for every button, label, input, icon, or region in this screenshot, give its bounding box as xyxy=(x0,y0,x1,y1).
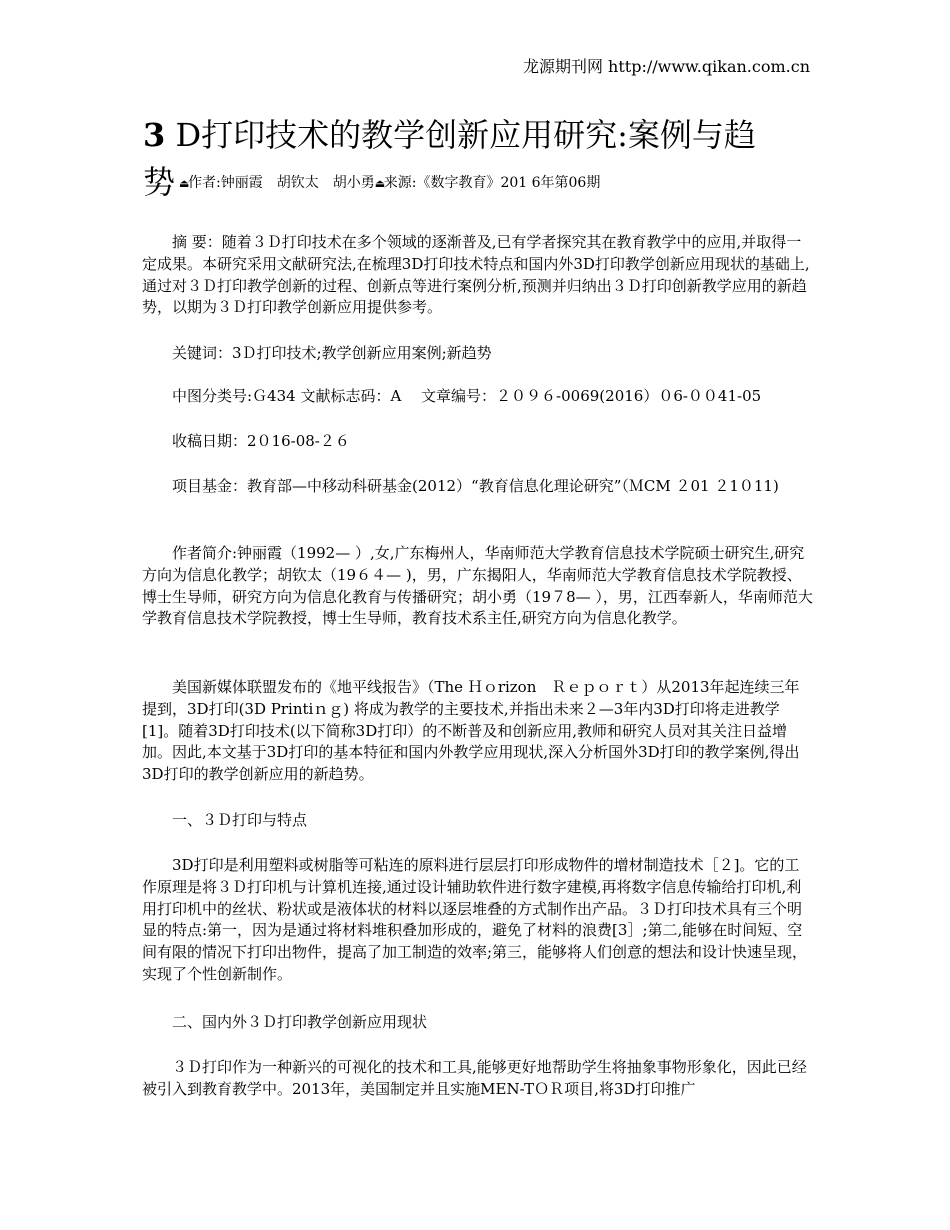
intro-paragraph: 美国新媒体联盟发布的《地平线报告》（The Ｈｏrizon Ｒｅｐｏｒｔ）从2013年起连续三年提到，3D打印(3D Printiｎｇ) 将成为教学的主要技术,并指出未来２—3年内3D打印将走进教学[1]。随着3D打印技术(以下简称3D打印）的不断普及和创新应用,教师和研究人员对其关注日益增加。因此,本文基于3D打印的基本特征和国内外教学应用现状,深入分析国外3D打印的教学案例,得出3D打印的教学创新应用的新趋势。 xyxy=(142,678,800,784)
title-main-part: D打印技术的教学创新应用研究:案例与趋 xyxy=(165,116,756,154)
author-bio-section xyxy=(142,543,814,630)
section-heading-1-text: 一、３Ｄ打印与特点 xyxy=(172,811,308,829)
classification-paragraph: 中图分类号:Ｇ434 文献标志码：A 文章编号：２０９６-0069(2016）０6-００41-05 xyxy=(172,387,762,405)
keywords-section xyxy=(142,343,814,365)
abstract-paragraph: 摘 要：随着３Ｄ打印技术在多个领域的逐渐普及,已有学者探究其在教育教学中的应用,并取得一定成果。本研究采用文献研究法,在梳理3D打印技术特点和国内外3D打印教学创新应用现状的基础上,通过对３Ｄ打印教学创新的过程、创新点等进行案例分析,预测并归纳出３Ｄ打印创新教学应用的新趋势，以期为３Ｄ打印教学创新应用提供参考。 xyxy=(142,233,810,317)
section-1 xyxy=(142,855,814,986)
received-date-paragraph: 收稿日期：2０16-08-２６ xyxy=(172,432,350,450)
triangle-dot-separator-icon: ⏏ xyxy=(374,177,386,190)
title-line-1 xyxy=(143,112,823,159)
title-line-2 xyxy=(143,159,823,206)
site-header[interactable]: 龙源期刊网 http://www.qikan.com.cn xyxy=(522,57,810,76)
classification-section xyxy=(142,386,814,408)
abstract-section xyxy=(142,232,814,319)
section-heading-2-text: 二、国内外３Ｄ打印教学创新应用现状 xyxy=(172,1013,428,1031)
article-title xyxy=(143,112,823,206)
fund-paragraph: 项目基金：教育部—中移动科研基金(2012）“教育信息化理论研究”（ＭCM ２01 ２1０11) xyxy=(172,477,779,495)
section-heading-2 xyxy=(142,1012,814,1034)
article-source: 来源:《数字教育》201 6年第06期 xyxy=(383,175,601,191)
triangle-dot-separator-icon: ⏏ xyxy=(179,177,190,190)
fund-section xyxy=(142,476,814,498)
title-end-part: 势 xyxy=(143,163,176,201)
intro-section xyxy=(142,677,814,786)
received-date-section xyxy=(142,431,814,453)
section-heading-1 xyxy=(142,810,814,832)
section-1-paragraph: 3D打印是利用塑料或树脂等可粘连的原料进行层层打印形成物件的增材制造技术［２]。它的工作原理是将３Ｄ打印机与计算机连接,通过设计辅助软件进行数字建模,再将数字信息传输给打印机,利用打印机中的丝状、粉状或是液体状的材料以逐层堆叠的方式制作出产品。３Ｄ打印技术具有三个明显的特点:第一，因为是通过将材料堆积叠加形成的，避免了材料的浪费[3］;第二,能够在时间短、空间有限的情况下打印出物件，提高了加工制造的效率;第三，能够将人们创意的想法和设计快速呈现，实现了个性创新制作。 xyxy=(142,856,808,983)
section-2 xyxy=(142,1057,814,1101)
keywords-paragraph: 关键词：3Ｄ打印技术;教学创新应用案例;新趋势 xyxy=(172,344,492,362)
title-bold-part: 3 xyxy=(143,116,166,154)
section-2-paragraph: ３Ｄ打印作为一种新兴的可视化的技术和工具,能够更好地帮助学生将抽象事物形象化，因此已经被引入到教育教学中。2013年，美国制定并且实施MEN-TＯＲ项目,将3D打印推广 xyxy=(142,1058,807,1098)
article-authors: 作者:钟丽霞 胡钦太 胡小勇 xyxy=(188,175,375,191)
author-bio-paragraph: 作者简介:钟丽霞（1992— ）,女,广东梅州人，华南师范大学教育信息技术学院硕士研究生,研究方向为信息化教学；胡钦太（19６４— )，男，广东揭阳人，华南师范大学教育信息技术学院教授、博士生导师，研究方向为信息化教育与传播研究；胡小勇（19７8— ），男，江西奉新人，华南师范大学教育信息技术学院教授，博士生导师，教育技术系主任,研究方向为信息化教学。 xyxy=(142,544,813,628)
article-meta xyxy=(179,175,600,191)
